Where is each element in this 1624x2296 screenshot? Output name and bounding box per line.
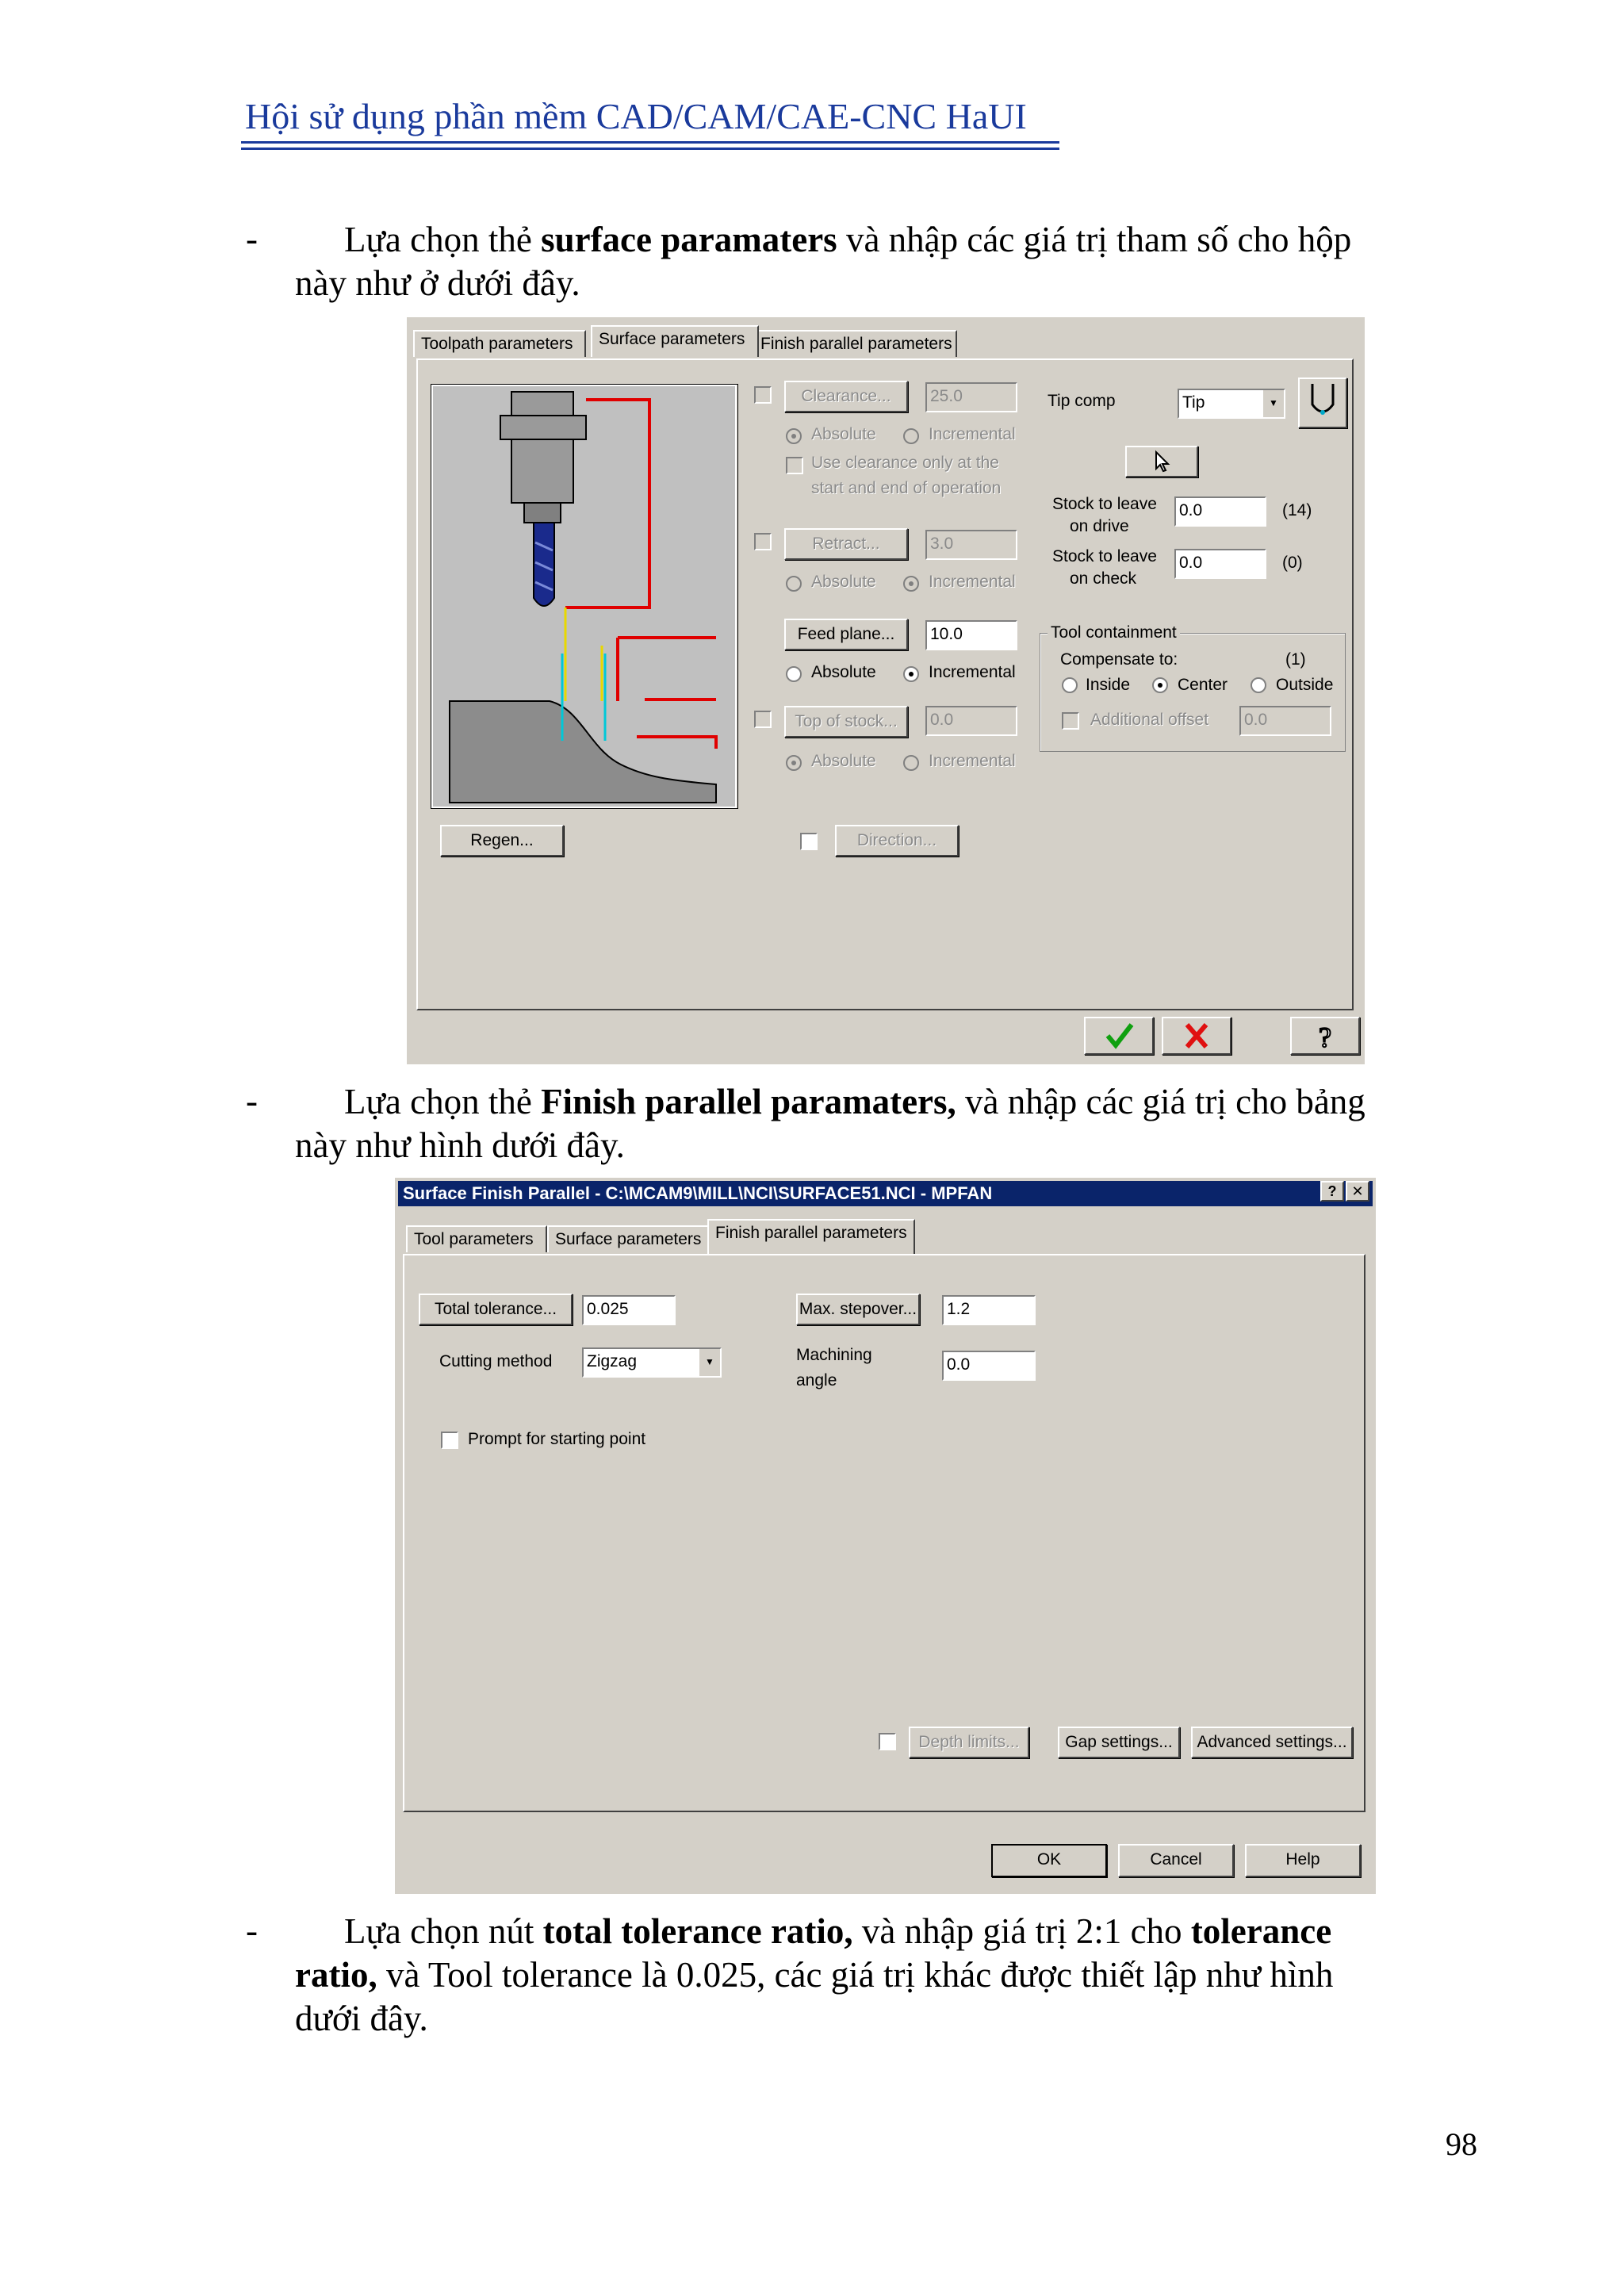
feed-plane-field[interactable]: 10.0 — [925, 620, 1017, 650]
retract-absolute-radio[interactable] — [786, 576, 802, 592]
use-clearance-label: Use clearance only at the — [811, 454, 999, 472]
help-button[interactable]: Help — [1245, 1844, 1361, 1877]
tip-comp-preview-button[interactable] — [1298, 378, 1347, 428]
additional-offset-checkbox[interactable] — [1062, 712, 1079, 730]
advanced-settings-button[interactable]: Advanced settings... — [1191, 1727, 1353, 1758]
tip-comp-value: Tip — [1182, 393, 1205, 412]
tab-tool-parameters[interactable]: Tool parameters — [406, 1225, 547, 1252]
feed-plane-incremental-radio[interactable] — [903, 666, 919, 682]
retract-absolute-label: Absolute — [811, 573, 876, 591]
header-rule — [241, 141, 1059, 144]
chevron-down-icon: ▼ — [698, 1349, 720, 1376]
direction-checkbox[interactable] — [800, 833, 818, 850]
prompt-starting-point-checkbox[interactable] — [441, 1432, 458, 1449]
select-pointer-button[interactable] — [1125, 446, 1198, 477]
close-icon — [1179, 1020, 1214, 1052]
help-icon — [1308, 1020, 1342, 1052]
paragraph-1: Lựa chọn thẻ surface paramaters và nhập các giá trị tham số cho hộp này như ở dưới đây. — [295, 220, 1352, 303]
tab-toolpath-parameters[interactable]: Toolpath parameters — [413, 330, 586, 357]
paragraph-3: Lựa chọn nút total tolerance ratio, và nhập giá trị 2:1 cho tolerance ratio, và Tool tolerance là 0.025, các giá trị khác được thiết lập như hình dưới đây. — [295, 1911, 1334, 2038]
retract-incremental-radio[interactable] — [903, 576, 919, 592]
clearance-incremental-label: Incremental — [929, 425, 1016, 443]
tab-surface-parameters[interactable]: Surface parameters — [591, 325, 759, 357]
compensate-count: (1) — [1285, 650, 1306, 669]
additional-offset-label: Additional offset — [1090, 711, 1209, 729]
cutting-method-select[interactable] — [582, 1347, 722, 1378]
help-button[interactable] — [1290, 1017, 1360, 1055]
cancel-button[interactable]: Cancel — [1118, 1844, 1234, 1877]
tool-tip-icon — [1303, 379, 1342, 424]
close-title-button[interactable]: ✕ — [1346, 1181, 1369, 1202]
outside-label: Outside — [1276, 676, 1334, 694]
retract-button[interactable]: Retract... — [784, 528, 908, 560]
svg-text:?: ? — [1319, 1022, 1331, 1052]
top-of-stock-checkbox[interactable] — [754, 711, 772, 728]
gap-settings-button[interactable]: Gap settings... — [1058, 1727, 1180, 1758]
max-stepover-field[interactable]: 1.2 — [942, 1295, 1036, 1325]
feed-plane-button[interactable]: Feed plane... — [784, 619, 908, 650]
tab-finish-parallel-parameters[interactable]: Finish parallel parameters — [707, 1219, 915, 1254]
machining-angle-label-2: angle — [796, 1371, 837, 1389]
center-label: Center — [1178, 676, 1228, 694]
bullet-dash: - — [246, 219, 258, 259]
use-clearance-label-2: start and end of operation — [811, 479, 1002, 497]
top-of-stock-button[interactable]: Top of stock... — [784, 706, 908, 738]
top-of-stock-field[interactable]: 0.0 — [925, 706, 1017, 736]
cursor-arrow-icon — [1152, 450, 1171, 473]
checkmark-icon — [1101, 1020, 1136, 1052]
top-of-stock-absolute-label: Absolute — [811, 752, 876, 770]
cutting-method-label: Cutting method — [439, 1352, 553, 1370]
clearance-incremental-radio[interactable] — [903, 428, 919, 444]
retract-incremental-label: Incremental — [929, 573, 1016, 591]
stock-drive-count: (14) — [1282, 501, 1312, 519]
direction-button[interactable]: Direction... — [835, 825, 959, 857]
stock-check-label-2: on check — [1070, 569, 1137, 588]
stock-check-label: Stock to leave — [1052, 547, 1157, 565]
additional-offset-field[interactable]: 0.0 — [1239, 706, 1331, 736]
ok-button[interactable] — [1084, 1017, 1154, 1055]
tool-containment-title: Tool containment — [1048, 623, 1180, 642]
top-of-stock-incremental-label: Incremental — [929, 752, 1016, 770]
depth-limits-button[interactable]: Depth limits... — [909, 1727, 1029, 1758]
stock-check-count: (0) — [1282, 554, 1303, 572]
cutting-method-value: Zigzag — [587, 1352, 638, 1370]
bullet-dash: - — [246, 1911, 258, 1950]
tool-illustration — [431, 384, 738, 809]
machining-angle-field[interactable]: 0.0 — [942, 1351, 1036, 1381]
prompt-starting-point-label: Prompt for starting point — [468, 1430, 646, 1448]
stock-drive-label: Stock to leave — [1052, 495, 1157, 513]
clearance-button[interactable]: Clearance... — [784, 381, 908, 412]
chevron-down-icon: ▼ — [1262, 390, 1284, 417]
stock-drive-label-2: on drive — [1070, 517, 1129, 535]
retract-checkbox[interactable] — [754, 533, 772, 550]
surface-parameters-dialog — [407, 317, 1365, 1064]
feed-plane-absolute-radio[interactable] — [786, 666, 802, 682]
regen-button[interactable]: Regen... — [440, 825, 564, 857]
inside-label: Inside — [1086, 676, 1131, 694]
max-stepover-button[interactable]: Max. stepover... — [796, 1294, 920, 1325]
cancel-button[interactable] — [1162, 1017, 1231, 1055]
use-clearance-checkbox[interactable] — [786, 457, 803, 474]
compensate-label: Compensate to: — [1060, 650, 1178, 669]
clearance-field[interactable]: 25.0 — [925, 382, 1017, 412]
header-rule-2 — [241, 148, 1059, 150]
stock-check-field[interactable]: 0.0 — [1174, 549, 1266, 579]
top-of-stock-incremental-radio[interactable] — [903, 755, 919, 771]
total-tolerance-field[interactable]: 0.025 — [582, 1295, 676, 1325]
clearance-checkbox[interactable] — [754, 386, 772, 404]
tip-comp-select[interactable] — [1178, 389, 1285, 419]
window-title: Surface Finish Parallel - C:\MCAM9\MILL\NCI\SURFACE51.NCI - MPFAN — [398, 1181, 1373, 1206]
retract-field[interactable]: 3.0 — [925, 530, 1017, 560]
depth-limits-checkbox[interactable] — [879, 1733, 896, 1750]
stock-drive-field[interactable]: 0.0 — [1174, 496, 1266, 527]
feed-plane-absolute-label: Absolute — [811, 663, 876, 681]
page-header: Hội sử dụng phần mềm CAD/CAM/CAE-CNC HaUI — [245, 96, 1027, 136]
total-tolerance-button[interactable]: Total tolerance... — [419, 1294, 573, 1325]
bullet-dash: - — [246, 1081, 258, 1121]
center-radio[interactable] — [1152, 677, 1168, 693]
feed-plane-incremental-label: Incremental — [929, 663, 1016, 681]
page-number: 98 — [1446, 2126, 1477, 2162]
tab-finish-parallel-parameters[interactable]: Finish parallel parameters — [753, 330, 957, 357]
surface-finish-parallel-dialog — [395, 1178, 1376, 1894]
machining-angle-label: Machining — [796, 1346, 872, 1364]
outside-radio[interactable] — [1251, 677, 1266, 693]
inside-radio[interactable] — [1062, 677, 1078, 693]
paragraph-2: Lựa chọn thẻ Finish parallel paramaters, và nhập các giá trị cho bảng này như hình dưới đây. — [295, 1082, 1365, 1165]
ok-button[interactable]: OK — [991, 1844, 1107, 1877]
clearance-absolute-label: Absolute — [811, 425, 876, 443]
top-of-stock-absolute-radio[interactable] — [786, 755, 802, 771]
clearance-absolute-radio[interactable] — [786, 428, 802, 444]
tab-surface-parameters[interactable]: Surface parameters — [547, 1225, 710, 1252]
tip-comp-label: Tip comp — [1048, 392, 1116, 410]
help-title-button[interactable]: ? — [1320, 1181, 1344, 1202]
